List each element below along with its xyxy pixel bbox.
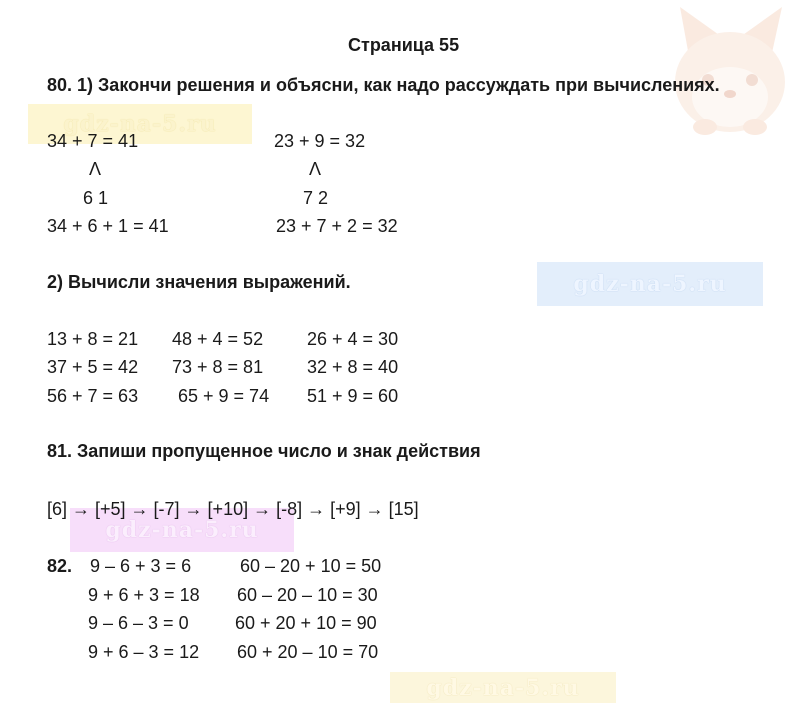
expression: 9 + 6 – 3 = 12 xyxy=(88,642,200,662)
task-80-col1-arrow: Λ xyxy=(89,159,102,179)
task-81-header: 81. Запиши пропущенное число и знак действия xyxy=(47,441,481,461)
expression: 60 – 20 – 10 = 30 xyxy=(237,585,378,605)
expression: 73 + 8 = 81 xyxy=(172,357,264,377)
task-80-col2-eq2: 23 + 7 + 2 = 32 xyxy=(276,216,398,236)
expression: 65 + 9 = 74 xyxy=(178,386,270,406)
task-80-header: 80. 1) Закончи решения и объясни, как надо рассуждать при вычислениях. xyxy=(47,75,720,95)
watermark: gdz-na-5.ru xyxy=(537,262,763,306)
task-80-col1-eq2: 34 + 6 + 1 = 41 xyxy=(47,216,169,236)
expression: 60 + 20 – 10 = 70 xyxy=(237,642,379,662)
expression: 60 – 20 + 10 = 50 xyxy=(240,556,382,576)
page-title: Страница 55 xyxy=(348,35,460,55)
task-80-col1-eq1: 34 + 7 = 41 xyxy=(47,131,139,151)
expression: 13 + 8 = 21 xyxy=(47,329,139,349)
watermark: gdz-na-5.ru xyxy=(70,508,294,552)
task-82-label: 82. xyxy=(47,556,73,576)
mascot-logo-icon xyxy=(660,2,800,137)
expression: 32 + 8 = 40 xyxy=(307,357,399,377)
task-80-col2-arrow: Λ xyxy=(309,159,322,179)
expression: 56 + 7 = 63 xyxy=(47,386,139,406)
task-80-part2-header: 2) Вычисли значения выражений. xyxy=(47,272,351,292)
expression: 51 + 9 = 60 xyxy=(307,386,399,406)
expression: 26 + 4 = 30 xyxy=(307,329,399,349)
expression: 9 – 6 + 3 = 6 xyxy=(90,556,192,576)
task-80-col2-split: 7 2 xyxy=(303,188,329,208)
expression: 37 + 5 = 42 xyxy=(47,357,139,377)
expression: 9 + 6 + 3 = 18 xyxy=(88,585,200,605)
expression: 9 – 6 – 3 = 0 xyxy=(88,613,189,633)
watermark: gdz-na-5.ru xyxy=(390,672,616,703)
task-80-col1-split: 6 1 xyxy=(83,188,109,208)
task-81-chain: [6] → [+5] → [-7] → [+10] → [-8] → [+9] → [15] xyxy=(47,499,419,519)
task-80-col2-eq1: 23 + 9 = 32 xyxy=(274,131,366,151)
expression: 48 + 4 = 52 xyxy=(172,329,264,349)
expression: 60 + 20 + 10 = 90 xyxy=(235,613,377,633)
watermark: gdz-na-5.ru xyxy=(28,104,252,144)
